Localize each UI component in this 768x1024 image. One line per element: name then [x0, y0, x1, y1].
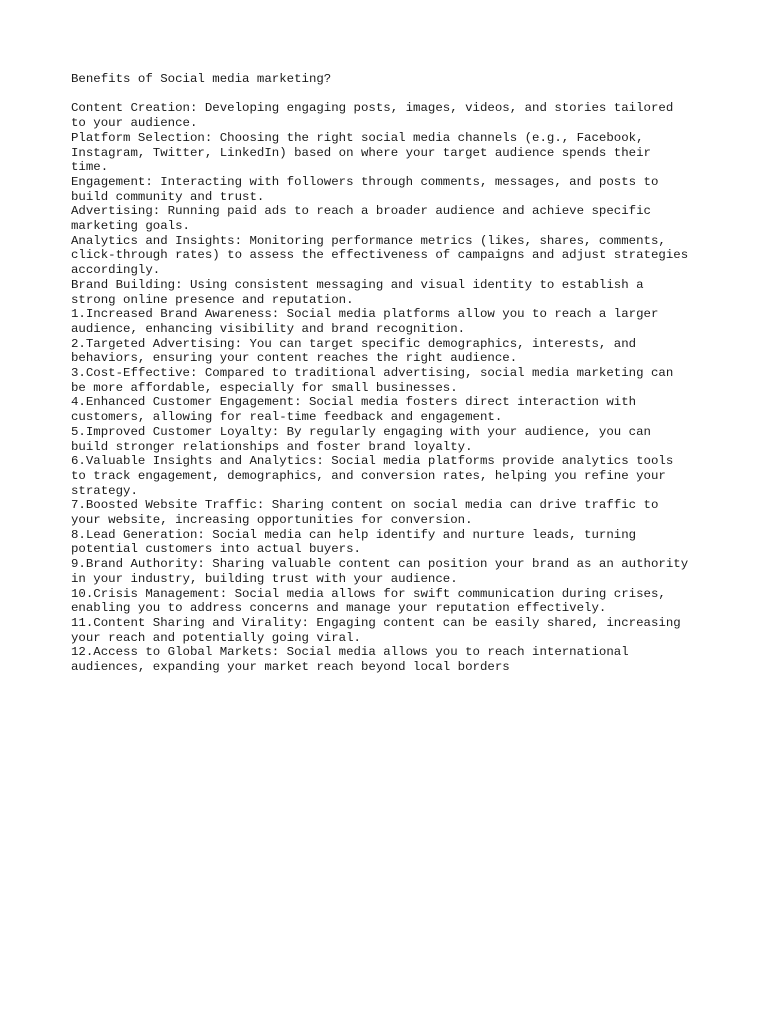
list-item-10: 10.Crisis Management: Social media allows for swift communication during crises, enabling you to address concerns and manage your reputation effectively.: [71, 586, 666, 616]
document-body: [71, 101, 731, 674]
list-item-5: 5.Improved Customer Loyalty: By regularly engaging with your audience, you can build stronger relationships and foster brand loyalty.: [71, 424, 651, 454]
list-item-6: 6.Valuable Insights and Analytics: Social media platforms provide analytics tools to track engagement, demographics, and conversion rates, helping you refine your strategy.: [71, 454, 674, 498]
list-item-2: 2.Targeted Advertising: You can target specific demographics, interests, and behaviors, ensuring your content reaches the right audience.: [71, 336, 637, 366]
list-item-11: 11.Content Sharing and Virality: Engaging content can be easily shared, increasing your reach and potentially going viral.: [71, 616, 681, 645]
list-item-7: 7.Boosted Website Traffic: Sharing content on social media can drive traffic to your website, increasing opportunities for conversion.: [71, 498, 659, 528]
list-item-3: 3.Cost-Effective: Compared to traditional advertising, social media marketing can be more affordable, especially for small businesses.: [71, 366, 674, 395]
list-item-1: 1.Increased Brand Awareness: Social media platforms allow you to reach a larger audience, enhancing visibility and brand recognition.: [71, 307, 659, 336]
document-page: [71, 72, 731, 675]
paragraph-content-creation: Content Creation: Developing engaging posts, images, videos, and stories tailored to your audience.: [71, 101, 674, 131]
list-item-8: 8.Lead Generation: Social media can help identify and nurture leads, turning potential customers into actual buyers.: [71, 527, 637, 557]
list-item-12: 12.Access to Global Markets: Social media allows you to reach international audiences, expanding your market reach beyond local borders: [71, 645, 629, 675]
list-item-9: 9.Brand Authority: Sharing valuable content can position your brand as an authority in your industry, building trust with your audience.: [71, 557, 689, 586]
paragraph-analytics-insights: Analytics and Insights: Monitoring performance metrics (likes, shares, comments, click-through rates) to assess the effectiveness of campaigns and adjust strategies accordingly.: [71, 233, 689, 278]
document-title: Benefits of Social media marketing?: [71, 72, 332, 86]
list-item-4: 4.Enhanced Customer Engagement: Social media fosters direct interaction with customers, allowing for real-time feedback and engagement.: [71, 395, 637, 425]
paragraph-advertising: Advertising: Running paid ads to reach a broader audience and achieve specific marketing goals.: [71, 204, 651, 234]
paragraph-platform-selection: Platform Selection: Choosing the right social media channels (e.g., Facebook, Instagram, Twitter, LinkedIn) based on where your target audience spends their time.: [71, 130, 651, 175]
paragraph-brand-building: Brand Building: Using consistent messaging and visual identity to establish a strong online presence and reputation.: [71, 277, 644, 307]
paragraph-engagement: Engagement: Interacting with followers through comments, messages, and posts to build community and trust.: [71, 174, 659, 204]
